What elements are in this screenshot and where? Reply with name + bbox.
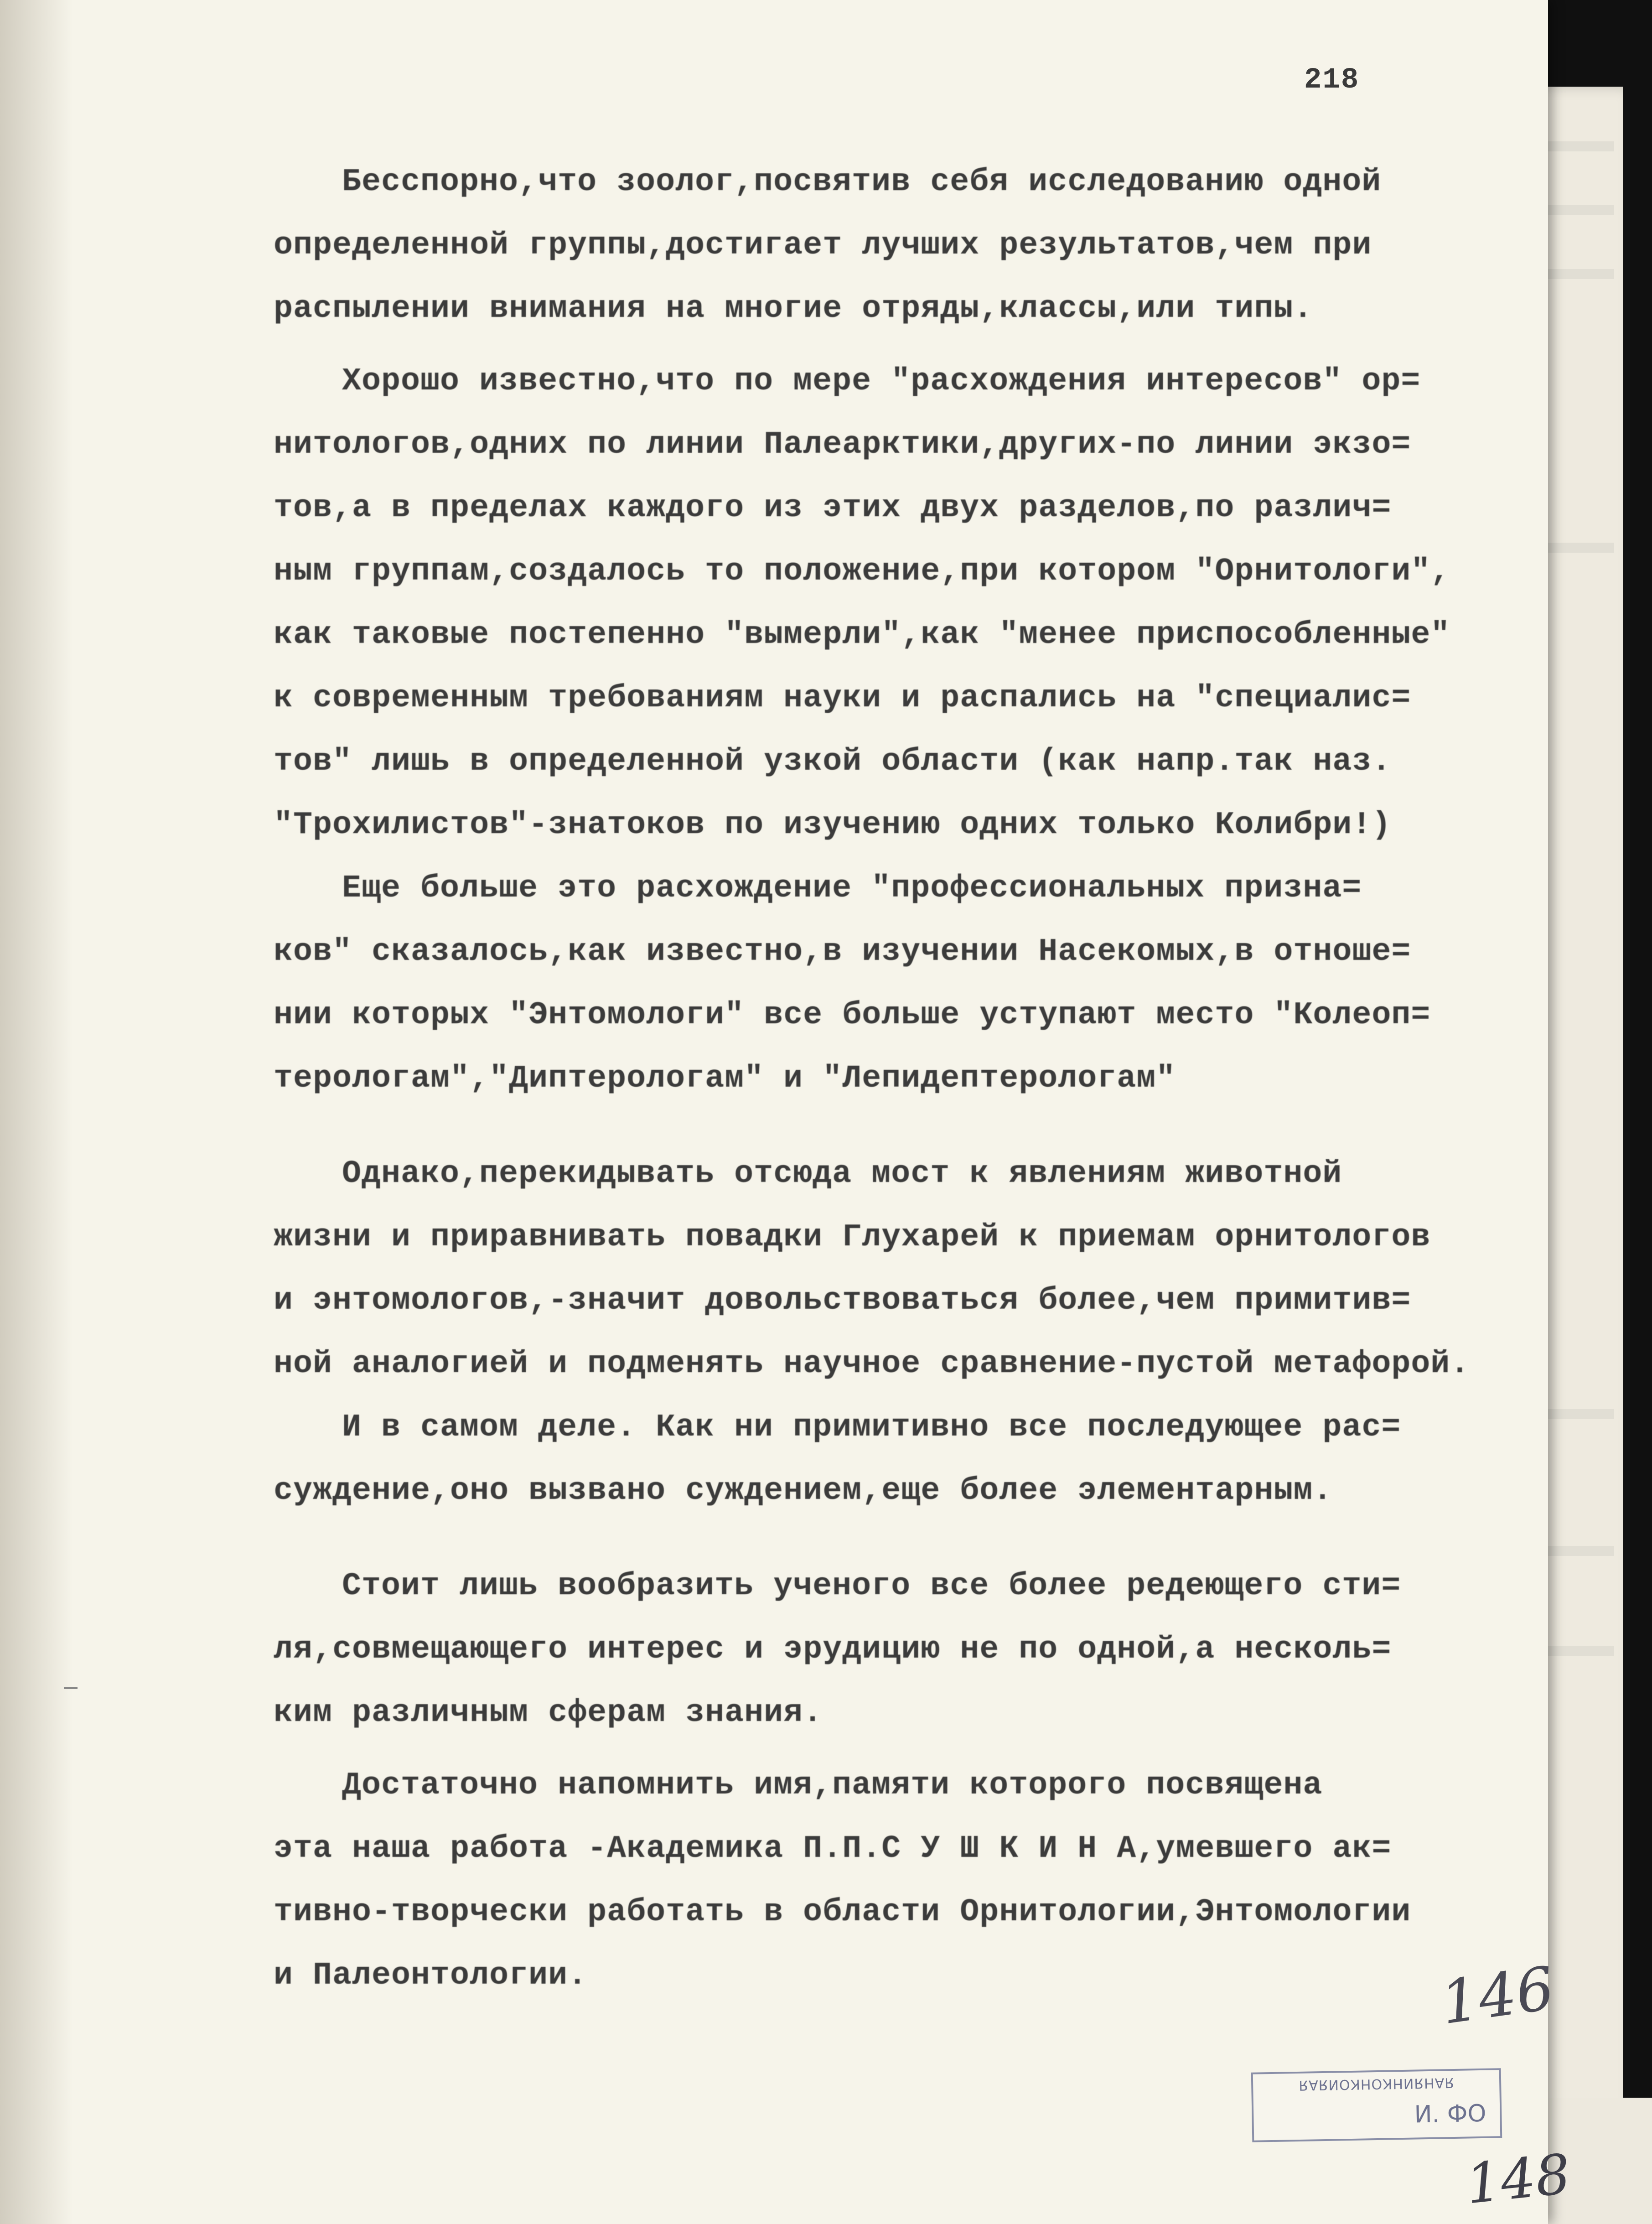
text-line: как таковые постепенно "вымерли",как "менее приспособленные" bbox=[274, 617, 1450, 653]
margin-mark bbox=[64, 1687, 78, 1689]
text-line: тов" лишь в определенной узкой области (как напр.так наз. bbox=[274, 744, 1392, 780]
text-line: И в самом деле. Как ни примитивно все последующее рас= bbox=[342, 1410, 1401, 1446]
text-line: тов,а в пределах каждого из этих двух разделов,по различ= bbox=[274, 490, 1392, 526]
text-line: и энтомологов,-значит довольствоваться более,чем примитив= bbox=[274, 1283, 1411, 1319]
stamp-text-line: ЯАНЯИНКОНКОИЯАЯ bbox=[1298, 2074, 1455, 2093]
text-line: Достаточно напомнить имя,памяти которого посвящена bbox=[342, 1768, 1323, 1804]
text-line: Хорошо известно,что по мере "расхождения интересов" ор= bbox=[342, 363, 1421, 399]
text-line: определенной группы,достигает лучших результатов,чем при bbox=[274, 228, 1372, 264]
text-line: нитологов,одних по линии Палеарктики,других-по линии экзо= bbox=[274, 427, 1411, 463]
text-line: нии которых "Энтомологи" все больше уступают место "Колеоп= bbox=[274, 997, 1431, 1033]
text-line: терологам","Диптерологам" и "Лепидептерологам" bbox=[274, 1061, 1176, 1097]
text-line: суждение,оно вызвано суждением,еще более элементарным. bbox=[274, 1473, 1333, 1509]
text-line: ким различным сферам знания. bbox=[274, 1695, 823, 1731]
text-line: Однако,перекидывать отсюда мост к явлениям животной bbox=[342, 1156, 1342, 1192]
page-number: 218 bbox=[1304, 64, 1360, 97]
text-line: тивно-творчески работать в области Орнитологии,Энтомологии bbox=[274, 1894, 1411, 1930]
text-line: ков" сказалось,как известно,в изучении Насекомых,в отноше= bbox=[274, 934, 1411, 970]
text-line: ной аналогией и подменять научное сравнение-пустой метафорой. bbox=[274, 1346, 1470, 1382]
text-line: эта наша работа -Академика П.П.С У Ш К И Н А,умевшего ак= bbox=[274, 1831, 1392, 1867]
text-line: "Трохилистов"-знатоков по изучению одних только Колибри!) bbox=[274, 807, 1392, 843]
binding-shadow bbox=[0, 0, 73, 2224]
text-line: Еще больше это расхождение "профессиональных призна= bbox=[342, 871, 1362, 907]
text-line: и Палеонтологии. bbox=[274, 1958, 588, 1994]
archive-stamp bbox=[1251, 2068, 1502, 2142]
folio-number-upper: 146 bbox=[1436, 1953, 1559, 2038]
text-line: Стоит лишь вообразить ученого все более редеющего сти= bbox=[342, 1568, 1401, 1604]
stamp-text-line: И. ФО bbox=[1414, 2100, 1486, 2129]
text-line: жизни и приравнивать повадки Глухарей к приемам орнитологов bbox=[274, 1219, 1431, 1255]
text-line: распылении внимания на многие отряды,классы,или типы. bbox=[274, 291, 1313, 327]
text-line: ля,совмещающего интерес и эрудицию не по одной,а несколь= bbox=[274, 1632, 1392, 1668]
text-line: к современным требованиям науки и распались на "специалис= bbox=[274, 680, 1411, 716]
text-line: ным группам,создалось то положение,при котором "Орнитологи", bbox=[274, 554, 1450, 590]
body-text bbox=[274, 150, 1532, 2007]
text-line: Бесспорно,что зоолог,посвятив себя исследованию одной bbox=[342, 164, 1382, 200]
folio-number-lower: 148 bbox=[1463, 2142, 1574, 2217]
